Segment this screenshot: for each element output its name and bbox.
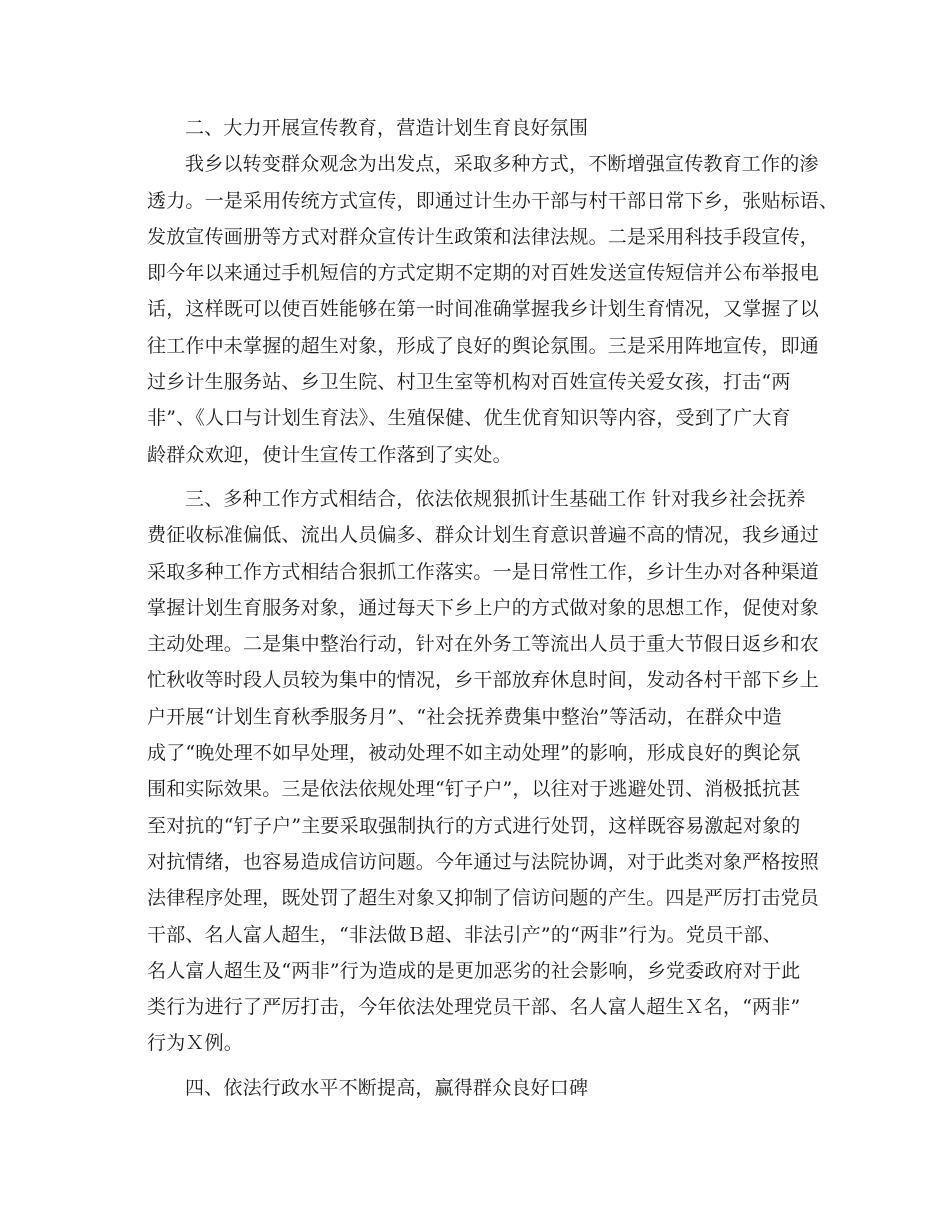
paragraph-line: 透力。一是采用传统方式宣传，即通过计生办干部与村干部日常下乡，张贴标语、 — [147, 189, 839, 212]
paragraph-line: 行为Ｘ例。 — [147, 1032, 244, 1055]
paragraph-line: 采取多种工作方式相结合狠抓工作落实。一是日常性工作，乡计生办对各种渠道 — [147, 560, 820, 583]
paragraph-line: 主动处理。二是集中整治行动，针对在外务工等流出人员于重大节假日返乡和农 — [147, 633, 820, 656]
paragraph-line: 忙秋收等时段人员较为集中的情况，乡干部放弃休息时间，发动各村干部下乡上 — [147, 669, 820, 692]
paragraph-line: 非”、《人口与计划生育法》、生殖保健、优生优育知识等内容，受到了广大育 — [147, 407, 791, 430]
document-body — [147, 110, 839, 1106]
paragraph-line: 户开展“计划生育秋季服务月”、“社会抚养费集中整治”等活动，在群众中造 — [147, 705, 782, 728]
paragraph-line: 成了“晚处理不如早处理，被动处理不如主动处理”的影响，形成良好的舆论氛 — [147, 742, 801, 765]
paragraph-line: 类行为进行了严厉打击，今年依法处理党员干部、名人富人超生Ｘ名，“两非” — [147, 996, 801, 1019]
paragraph-line: 对抗情绪，也容易造成信访问题。今年通过与法院协调，对于此类对象严格按照 — [147, 850, 820, 873]
paragraph-line: 三、多种工作方式相结合，依法依规狠抓计生基础工作 针对我乡社会抚养 — [185, 487, 806, 510]
paragraph-gap — [147, 473, 827, 481]
paragraph-line: 即今年以来通过手机短信的方式定期不定期的对百姓发送宣传短信并公布举报电 — [147, 262, 820, 285]
paragraph-line: 往工作中未掌握的超生对象，形成了良好的舆论氛围。三是采用阵地宣传，即通 — [147, 334, 820, 357]
paragraph-line: 干部、名人富人超生，“非法做Ｂ超、非法引产”的“两非”行为。党员干部、 — [147, 923, 782, 946]
section-heading-2: 二、大力开展宣传教育，营造计划生育良好氛围 — [185, 117, 589, 139]
paragraph-line: 龄群众欢迎，使计生宣传工作落到了实处。 — [147, 443, 512, 466]
paragraph-gap — [147, 1062, 827, 1070]
paragraph-line: 名人富人超生及“两非”行为造成的是更加恶劣的社会影响，乡党委政府对于此 — [147, 959, 801, 982]
paragraph-line: 围和实际效果。三是依法依规处理“钉子户”，以往对于逃避处罚、消极抵抗甚 — [147, 778, 801, 801]
paragraph-line: 至对抗的“钉子户”主要采取强制执行的方式进行处罚，这样既容易激起对象的 — [147, 814, 801, 837]
paragraph-line: 话，这样既可以使百姓能够在第一时间准确掌握我乡计划生育情况，又掌握了以 — [147, 298, 820, 321]
section-heading-4: 四、依法行政水平不断提高，赢得群众良好口碑 — [185, 1076, 589, 1099]
paragraph-line: 我乡以转变群众观念为出发点，采取多种方式，不断增强宣传教育工作的渗 — [185, 153, 819, 176]
section-2-paragraph — [147, 146, 839, 473]
paragraph-line: 法律程序处理，既处罚了超生对象又抑制了信访问题的产生。四是严厉打击党员 — [147, 887, 820, 910]
paragraph-line: 发放宣传画册等方式对群众宣传计生政策和法律法规。二是采用科技手段宣传， — [147, 225, 820, 248]
paragraph-line: 掌握计划生育服务对象，通过每天下乡上户的方式做对象的思想工作，促使对象 — [147, 596, 820, 619]
section-3-paragraph — [147, 481, 827, 1062]
paragraph-line: 过乡计生服务站、乡卫生院、村卫生室等机构对百姓宣传关爱女孩，打击“两 — [147, 371, 791, 394]
paragraph-line: 费征收标准偏低、流出人员偏多、群众计划生育意识普遍不高的情况，我乡通过 — [147, 524, 820, 547]
